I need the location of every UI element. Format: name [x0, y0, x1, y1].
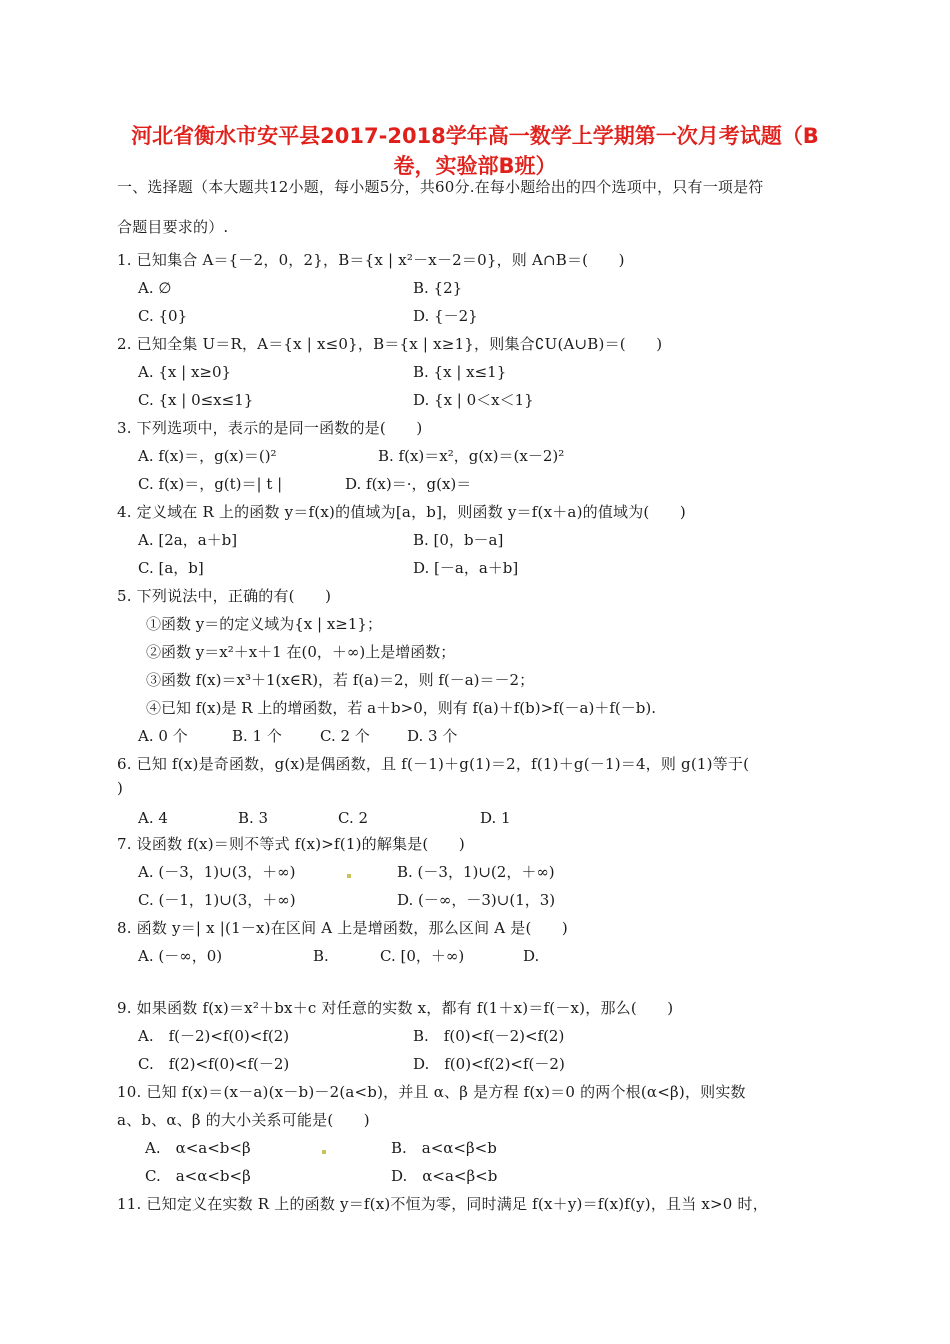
question-3-stem: 3. 下列选项中，表示的是同一函数的是( )	[117, 419, 423, 437]
document-title-line2: 卷，实验部B班）	[393, 154, 557, 178]
question-8-option-c: C. [0，＋∞)	[380, 947, 465, 965]
section-instructions-line1: 一、选择题（本大题共12小题，每小题5分，共60分.在每小题给出的四个选项中，只有一项是符	[117, 178, 764, 196]
question-10-stem: 10. 已知 f(x)＝(x－a)(x－b)－2(a<b)，并且 α、β 是方程 f(x)＝0 的两个根(α<β)，则实数	[117, 1083, 746, 1101]
question-5-statement-1: ①函数 y＝的定义域为{x | x≥1}；	[146, 615, 382, 633]
question-2-option-b: B. {x | x≤1}	[413, 363, 507, 381]
question-6-option-d: D. 1	[480, 809, 511, 827]
speck-mark	[347, 874, 351, 878]
question-9-option-b: B. f(0)<f(－2)<f(2)	[413, 1027, 565, 1045]
question-1-option-a: A. ∅	[138, 279, 172, 297]
question-3-option-d: D. f(x)＝·，g(x)＝	[345, 475, 472, 493]
question-4-option-d: D. [－a，a＋b]	[413, 559, 519, 577]
question-1-option-c: C. {0}	[138, 307, 188, 325]
question-2-option-d: D. {x | 0＜x＜1}	[413, 391, 534, 409]
question-9-stem: 9. 如果函数 f(x)＝x²＋bx＋c 对任意的实数 x，都有 f(1＋x)＝f(－x)，那么( )	[117, 999, 674, 1017]
question-5-option-d: D. 3 个	[407, 727, 458, 745]
question-3-option-c: C. f(x)＝，g(t)＝| t |	[138, 475, 283, 493]
question-9-option-c: C. f(2)<f(0)<f(－2)	[138, 1055, 290, 1073]
question-5-statement-4: ④已知 f(x)是 R 上的增函数，若 a＋b>0，则有 f(a)＋f(b)>f(－a)＋f(－b).	[146, 699, 656, 717]
question-7-option-c: C. (－1，1)∪(3，＋∞)	[138, 891, 296, 909]
question-5-option-a: A. 0 个	[138, 727, 188, 745]
question-4-option-c: C. [a，b]	[138, 559, 204, 577]
question-1-option-b: B. {2}	[413, 279, 463, 297]
question-6-option-c: C. 2	[338, 809, 369, 827]
document-title-line1: 河北省衡水市安平县2017-2018学年高一数学上学期第一次月考试题（B	[131, 124, 819, 148]
question-1-option-d: D. {－2}	[413, 307, 478, 325]
question-8-option-a: A. (－∞，0)	[138, 947, 223, 965]
question-8-option-b: B.	[313, 947, 329, 965]
question-1-stem: 1. 已知集合 A＝{－2，0，2}，B＝{x | x²－x－2＝0}，则 A∩B＝( )	[117, 251, 625, 269]
question-9-option-a: A. f(－2)<f(0)<f(2)	[138, 1027, 290, 1045]
question-11-stem: 11. 已知定义在实数 R 上的函数 y＝f(x)不恒为零，同时满足 f(x＋y)＝f(x)f(y)，且当 x>0 时，	[117, 1195, 768, 1213]
question-9-option-d: D. f(0)<f(2)<f(－2)	[413, 1055, 565, 1073]
question-6-option-a: A. 4	[138, 809, 168, 827]
question-3-option-b: B. f(x)＝x²，g(x)＝(x－2)²	[378, 447, 565, 465]
question-7-stem: 7. 设函数 f(x)＝则不等式 f(x)>f(1)的解集是( )	[117, 835, 465, 853]
question-6-stem-continued: )	[117, 779, 124, 797]
question-10-option-a: A. α<a<b<β	[145, 1139, 251, 1157]
question-8-option-d: D.	[523, 947, 540, 965]
speck-mark	[322, 1150, 326, 1154]
question-6-stem: 6. 已知 f(x)是奇函数，g(x)是偶函数，且 f(－1)＋g(1)＝2，f(1)＋g(－1)＝4，则 g(1)等于(	[117, 755, 750, 773]
question-2-option-a: A. {x | x≥0}	[138, 363, 232, 381]
question-5-option-c: C. 2 个	[320, 727, 370, 745]
question-10-option-c: C. a<α<b<β	[145, 1167, 251, 1185]
question-6-option-b: B. 3	[238, 809, 269, 827]
question-4-option-a: A. [2a，a＋b]	[138, 531, 238, 549]
question-10-stem-continued: a、b、α、β 的大小关系可能是( )	[117, 1111, 370, 1129]
question-4-option-b: B. [0，b－a]	[413, 531, 504, 549]
question-10-option-d: D. α<a<β<b	[391, 1167, 498, 1185]
question-7-option-d: D. (－∞，－3)∪(1，3)	[397, 891, 556, 909]
question-5-statement-3: ③函数 f(x)＝x³＋1(x∈R)，若 f(a)＝2，则 f(－a)＝－2；	[146, 671, 535, 689]
question-2-stem: 2. 已知全集 U＝R，A＝{x | x≤0}，B＝{x | x≥1}，则集合∁U(A∪B)＝( )	[117, 335, 663, 353]
question-5-stem: 5. 下列说法中，正确的有( )	[117, 587, 332, 605]
question-7-option-a: A. (－3，1)∪(3，＋∞)	[138, 863, 296, 881]
question-10-option-b: B. a<α<β<b	[391, 1139, 497, 1157]
question-5-option-b: B. 1 个	[232, 727, 282, 745]
question-5-statement-2: ②函数 y＝x²＋x＋1 在(0，＋∞)上是增函数；	[146, 643, 456, 661]
question-7-option-b: B. (－3，1)∪(2，＋∞)	[397, 863, 555, 881]
section-instructions-line2: 合题目要求的）.	[117, 218, 229, 236]
question-3-option-a: A. f(x)＝，g(x)＝()²	[138, 447, 277, 465]
question-4-stem: 4. 定义域在 R 上的函数 y＝f(x)的值域为[a，b]，则函数 y＝f(x＋a)的值域为( )	[117, 503, 686, 521]
question-8-stem: 8. 函数 y＝| x |(1－x)在区间 A 上是增函数，那么区间 A 是( )	[117, 919, 568, 937]
question-2-option-c: C. {x | 0≤x≤1}	[138, 391, 254, 409]
